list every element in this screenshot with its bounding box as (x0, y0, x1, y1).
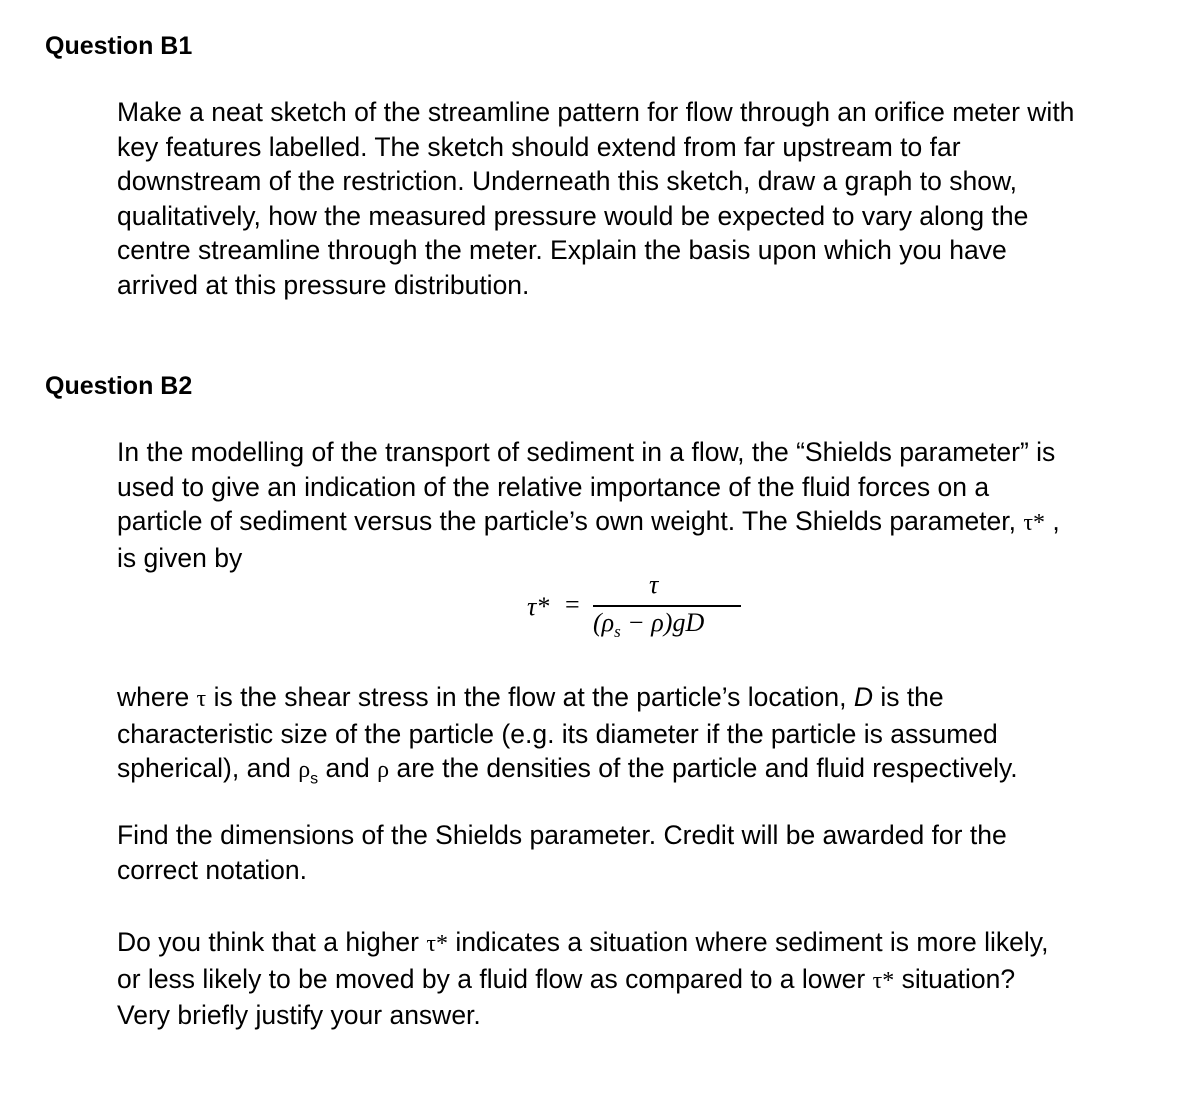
higher-line: Very briefly justify your answer. (117, 1000, 481, 1030)
where-line: where τ is the shear stress in the flow at the particle’s location, D is the (117, 682, 944, 712)
question-b2-intro (117, 435, 1197, 575)
formula-lhs: τ* (527, 592, 550, 621)
higher-line: Do you think that a higher τ* indicates a situation where sediment is more likely, (117, 927, 1049, 957)
where-line: spherical), and $\rho_s$ and ρ are the densities of the particle and fluid respectively. (117, 753, 1018, 788)
b2-intro-line: used to give an indication of the relative importance of the fluid forces on a (117, 471, 990, 502)
b1-line: arrived at this pressure distribution. (117, 269, 530, 300)
b2-intro-line: particle of sediment versus the particle’s own weight. The Shields parameter, τ* , (117, 506, 1060, 536)
question-b2-find (117, 818, 1197, 887)
fraction-bar (593, 605, 741, 607)
question-b2-higher (117, 925, 1197, 1033)
b1-line: qualitatively, how the measured pressure would be expected to vary along the (117, 200, 1029, 231)
formula-numerator: τ (649, 570, 659, 599)
formula-denominator: $(\rho_s - \rho)gD$ (593, 608, 705, 642)
question-b1-heading: Question B1 (45, 32, 193, 60)
higher-line: or less likely to be moved by a fluid flow as compared to a lower τ* situation? (117, 963, 1016, 994)
where-line: characteristic size of the particle (e.g. its diameter if the particle is assumed (117, 718, 998, 749)
question-b2-heading: Question B2 (45, 372, 193, 400)
b1-line: Make a neat sketch of the streamline pattern for flow through an orifice meter with (117, 97, 1075, 127)
question-b2-where (117, 680, 1197, 797)
find-line: correct notation. (117, 854, 308, 885)
b2-intro-line: In the modelling of the transport of sediment in a flow, the “Shields parameter” is (117, 437, 1056, 467)
shields-symbol: τ* (1023, 510, 1046, 536)
formula-equals: = (565, 590, 580, 619)
b1-line: key features labelled. The sketch should extend from far upstream to far (117, 131, 961, 162)
question-b1-body (117, 95, 1197, 302)
b1-line: centre streamline through the meter. Explain the basis upon which you have (117, 235, 1007, 265)
b2-intro-line: is given by (117, 542, 243, 573)
find-line: Find the dimensions of the Shields parameter. Credit will be awarded for the (117, 820, 1007, 850)
b1-line: downstream of the restriction. Underneath this sketch, draw a graph to show, (117, 166, 1017, 196)
